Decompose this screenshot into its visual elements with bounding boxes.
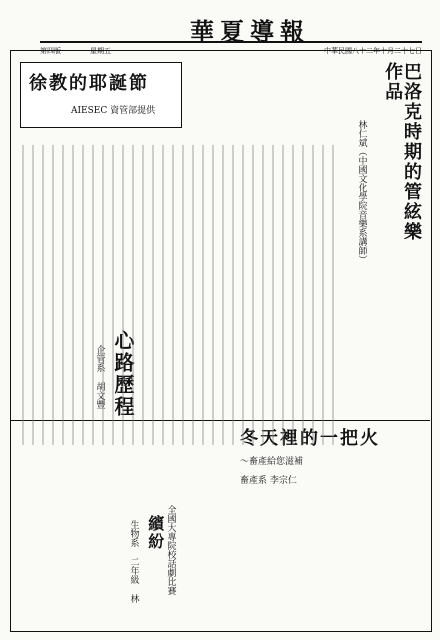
article2-title: 徐教的耶誕節 [29, 73, 149, 94]
article3-author: 畜產系 李宗仁 [240, 476, 297, 486]
page-number: 第四版 [40, 47, 61, 55]
article5-author: 生物系 二年級 林 [128, 520, 139, 603]
article3-subtitle: ～畜產給您滋補 [240, 457, 304, 467]
article6-title: 全國大專院校話劇比賽 [165, 505, 176, 595]
article3-title: 冬天裡的一把火 [240, 428, 380, 449]
text-columns [10, 50, 430, 630]
date: 中華民國八十二年十月二十七日 [324, 47, 422, 55]
article2-author: AIESEC 資管部提供 [71, 106, 156, 116]
weekday: 星期五 [90, 47, 111, 55]
masthead [40, 8, 422, 54]
article4-title: 心路歷程 [111, 330, 135, 418]
newspaper-title: 華夏導報 [190, 17, 310, 46]
article4-author: 企管系 胡文豐 [94, 345, 105, 409]
masthead-rule [40, 41, 422, 43]
article5-title: 繽紛 [145, 515, 165, 551]
article1-author: 林仁斌（中國文化學院音樂系講師） [356, 120, 367, 264]
article1-title: 巴洛克時期的管絃樂作品 [382, 62, 422, 242]
